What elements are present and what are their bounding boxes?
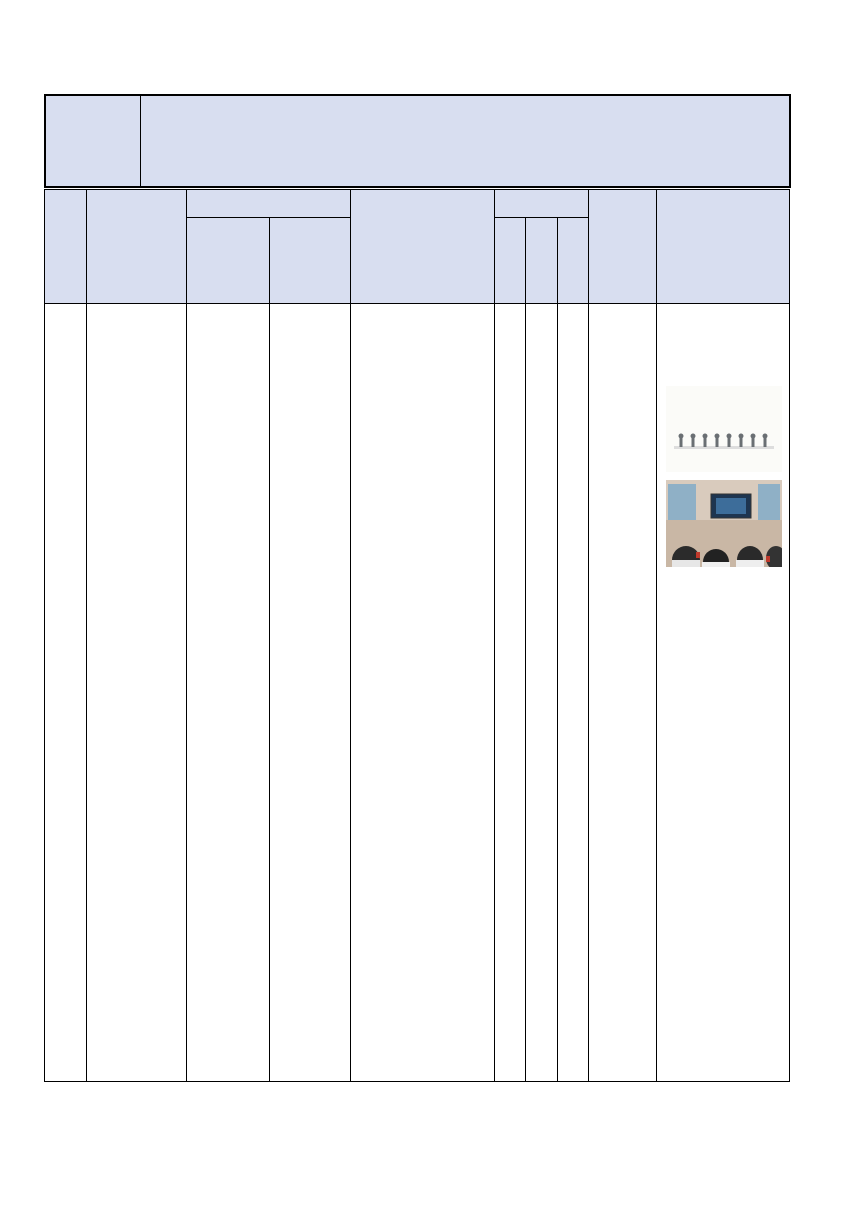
- top-text-cell: [140, 96, 789, 186]
- top-left-cell: [46, 96, 140, 186]
- header-row: [44, 190, 789, 303]
- slide-players-figure: [666, 386, 782, 472]
- classroom-photo: [666, 480, 782, 567]
- lesson-slide-image: [666, 386, 782, 472]
